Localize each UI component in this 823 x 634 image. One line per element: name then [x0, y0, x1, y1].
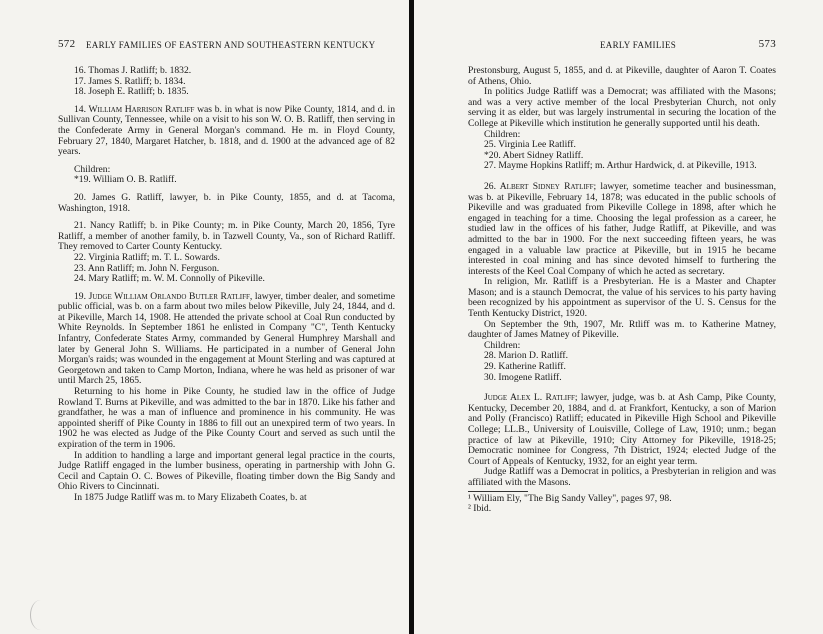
paragraph-text: 20. James G. Ratliff, lawyer, b. in Pike County, 1855, and d. at Tacoma, Washington, 1918. — [58, 191, 395, 214]
footnote: ² Ibid. — [468, 503, 492, 515]
entry-heading: 26. Albert Sidney Ratliff; — [484, 180, 597, 192]
entry-heading: 14. William Harrison Ratliff — [74, 103, 195, 115]
paragraph-text: Returning to his home in Pike County, he studied law in the office of Judge Rowland T. Burns at Pikeville, and was admitted to the bar in 1870. Like his father and grandfather, he was a man of influence and prominence in his community. He was appointed sheriff of Pike County in 1886 to fill out an unexpired term of two years. In 1902 he was elected as Judge of the Pike County Court and served as such until the expiration of the term in 1906. — [58, 386, 395, 450]
paragraph-text: 17. James S. Ratliff; b. 1834. — [74, 75, 186, 87]
paragraph-text: 18. Joseph E. Ratliff; b. 1835. — [74, 86, 189, 98]
paragraph-text: lawyer, sometime teacher and businessman, was b. at Pikeville, February 14, 1878; was educated in the public schools of Pikeville and was graduated from Pikeville College in 1898, after which he engaged in teaching for a time. Choosing the legal profession as a career, he studied law in the offices of his father, Judge Ratliff, at Pikeville, and was admitted to the bar in 1900. For the next succeeding fifteen years, he was engaged in a valuable law practice at Pikeville, but in 1915 he became interested in coal mining and has since devoted himself to furthering the interests of the Keel Coal Company of which he acted as secretary. — [468, 180, 776, 277]
paragraph-text: 25. Virginia Lee Ratliff. — [484, 139, 576, 151]
page-number: 572 — [58, 38, 76, 50]
paragraph-text: In religion, Mr. Ratliff is a Presbyterian. He is a Master and Chapter Mason; and is a staunch Democrat, the value of his services to his party having been recognized by his appointment as supervisor of the U. S. Census for the Tenth Kentucky District, 1920. — [468, 276, 776, 320]
paragraph — [58, 175, 395, 186]
right-page-body — [468, 66, 776, 489]
running-head: EARLY FAMILIES — [600, 40, 677, 50]
paragraph-text: 21. Nancy Ratliff; b. in Pike County; m. in Pike County, March 20, 1856, Tyre Ratliff, a member of another family, b. in Tazwell County, Va., son of Richard Ratliff. They removed to Carter County Kentucky. — [58, 220, 395, 253]
paragraph-text: *19. William O. B. Ratliff. — [74, 174, 177, 186]
paragraph — [58, 221, 395, 253]
paragraph-text: 28. Marion D. Ratliff. — [484, 350, 569, 362]
paragraph-text: 22. Virginia Ratliff; m. T. L. Sowards. — [74, 251, 220, 263]
paragraph — [468, 87, 776, 129]
page-number: 573 — [758, 38, 776, 50]
paragraph-text: lawyer, judge, was b. at Ash Camp, Pike County, Kentucky, December 20, 1884, and d. at Frankfort, Kentucky, a son of Marion and Polly (Francisco) Ratliff; educated in Pikeville High School and Pikeville College; LL.B., University of Louisville, College of Law, 1910; unm.; began practice of law at Pikeville, 1910; City Attorney for Pikeville, 1918-25; Democratic nominee for Congress, 7th District, 1924; elected Judge of the Court of Appeals of Kentucky, 1932, for an eight year term. — [468, 392, 776, 467]
paragraph-text: Children: — [484, 339, 521, 351]
paragraph-text: Judge Ratliff was a Democrat in politics, a Presbyterian in religion and was affiliated with the Masons. — [468, 466, 776, 488]
paragraph — [58, 292, 395, 387]
paragraph — [468, 66, 776, 87]
paragraph — [468, 373, 776, 384]
paragraph-text: 23. Ann Ratliff; m. John N. Ferguson. — [74, 262, 220, 274]
paragraph-text: Children: — [74, 163, 111, 175]
paragraph-text: 30. Imogene Ratliff. — [484, 371, 562, 383]
paragraph — [468, 393, 776, 467]
entry-heading: Judge Alex L. Ratliff; — [484, 392, 578, 404]
right-page — [414, 0, 823, 634]
paragraph — [58, 105, 395, 158]
paragraph-text: 16. Thomas J. Ratliff; b. 1832. — [74, 65, 192, 76]
paragraph — [468, 182, 776, 277]
paragraph-text: 27. Mayme Hopkins Ratliff; m. Arthur Hardwick, d. at Pikeville, 1913. — [484, 160, 757, 172]
running-head: EARLY FAMILIES OF EASTERN AND SOUTHEASTERN KENTUCKY — [86, 40, 376, 50]
paragraph — [468, 320, 776, 341]
paragraph — [58, 387, 395, 451]
paragraph-text: In politics Judge Ratliff was a Democrat; was affiliated with the Masons; and was a very active member of the local Presbyterian Church, not only serving it as elder, but was largely instrumental in securing the location of the College at Pikeville which institution he generally supported until his death. — [468, 86, 776, 129]
paragraph-text: was b. in what is now Pike County, 1814, and d. in Sullivan County, Tennessee, while on a visit to his son W. O. B. Ratliff, then serving in the Confederate Army in General Morgan's command. He m. in Floyd County, February 27, 1840, Margaret Hatcher, b. 1818, and d. 1900 at the advanced age of 82 years. — [58, 103, 395, 158]
paragraph — [468, 161, 776, 172]
paragraph-text: In 1875 Judge Ratliff was m. to Mary Elizabeth Coates, b. at — [74, 491, 307, 503]
paragraph — [58, 451, 395, 493]
paragraph-text: lawyer, timber dealer, and sometime public official, was b. on a farm about two miles below Pikeville, July 24, 1844, and d. at Pikeville, March 14, 1908. He attended the private school at Coal Run conducted by White Reynolds. In September 1861 he enlisted in Company "C", Tenth Kentucky Infantry, Confederate States Army, commanded by General Humphrey Marshall and later by General John S. Williams. He participated in a number of General John Morgan's raids; was wounded in the engagement at Mount Sterling and was captured at Georgetown and taken to Camp Morton, Indiana, where he was held as prisoner of war until March 25, 1865. — [58, 290, 395, 387]
paragraph-text: On September the 9th, 1907, Mr. Rtliff was m. to Katherine Matney, daughter of James Matney of Pikeville. — [468, 318, 776, 341]
footnote: ¹ William Ely, "The Big Sandy Valley", pages 97, 98. — [468, 492, 672, 504]
paragraph-text: Children: — [484, 128, 521, 140]
paragraph-text: 24. Mary Ratliff; m. W. M. Connolly of Pikeville. — [74, 273, 265, 285]
left-page-header — [58, 40, 395, 54]
left-page — [0, 0, 409, 634]
paragraph — [58, 274, 395, 285]
page-smudge — [30, 600, 51, 630]
paragraph-text: Prestonsburg, August 5, 1855, and d. at Pikeville, daughter of Aaron T. Coates of Athens, Ohio. — [468, 65, 776, 87]
paragraph — [468, 277, 776, 319]
entry-heading: 19. Judge William Orlando Butler Ratliff, — [74, 290, 253, 302]
footnote-rule — [468, 491, 528, 492]
paragraph — [58, 493, 395, 504]
footnotes — [468, 494, 776, 515]
paragraph — [58, 193, 395, 214]
paragraph — [58, 87, 395, 98]
paragraph-text: In addition to handling a large and important general legal practice in the courts, Judge Ratliff engaged in the lumber business, operating in partnership with John G. Cecil and Captain O. C. Bowes of Pikeville, floating timber down the Big Sandy and Ohio Rivers to Cincinnati. — [58, 449, 395, 493]
paragraph-text: *20. Abert Sidney Ratliff. — [484, 149, 584, 161]
left-page-body — [58, 66, 395, 504]
paragraph — [468, 467, 776, 488]
paragraph-text: 29. Katherine Ratliff. — [484, 361, 566, 373]
right-page-header — [468, 40, 776, 54]
